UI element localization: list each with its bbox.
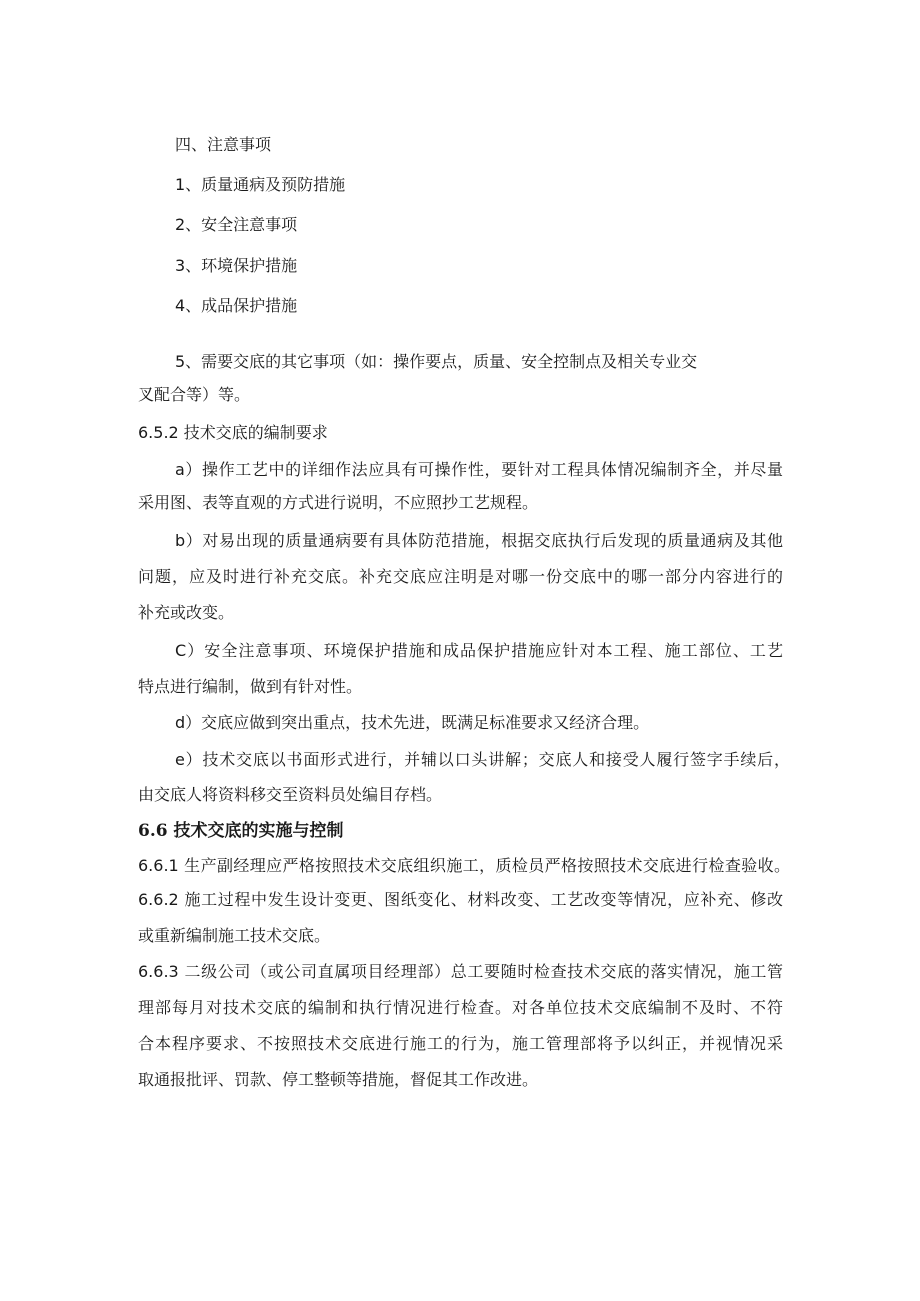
section-662-line-2: 或重新编制施工技术交底。 — [138, 926, 331, 945]
section-4-item-2: 2、安全注意事项 — [175, 215, 298, 234]
item-c-line-2: 特点进行编制，做到有针对性。 — [138, 677, 363, 696]
item-a-line-2: 采用图、表等直观的方式进行说明，不应照抄工艺规程。 — [138, 493, 539, 512]
section-4-item-1: 1、质量通病及预防措施 — [175, 175, 346, 194]
section-4-item-3: 3、环境保护措施 — [175, 256, 298, 275]
item-d-line-1: d）交底应做到突出重点，技术先进，既满足标准要求又经济合理。 — [175, 713, 650, 732]
section-66-heading: 6.6 技术交底的实施与控制 — [138, 821, 344, 841]
item-a-line-1: a）操作工艺中的详细作法应具有可操作性，要针对工程具体情况编制齐全，并尽量 — [175, 460, 783, 479]
section-4-item-5-line-1: 5、需要交底的其它事项（如：操作要点，质量、安全控制点及相关专业交 — [175, 352, 698, 371]
section-4-item-4: 4、成品保护措施 — [175, 296, 298, 315]
section-663-line-1: 6.6.3 二级公司（或公司直属项目经理部）总工要随时检查技术交底的落实情况，施工管 — [138, 962, 783, 981]
section-661-text: 6.6.1 生产副经理应严格按照技术交底组织施工，质检员严格按照技术交底进行检查验收。 — [138, 856, 790, 875]
section-4-item-5-line-2: 叉配合等）等。 — [138, 385, 251, 404]
section-663-line-3: 合本程序要求、不按照技术交底进行施工的行为，施工管理部将予以纠正，并视情况采 — [138, 1034, 783, 1053]
item-b-line-3: 补充或改变。 — [138, 603, 235, 622]
item-e-line-2: 由交底人将资料移交至资料员处编目存档。 — [138, 785, 443, 804]
item-b-line-2: 问题，应及时进行补充交底。补充交底应注明是对哪一份交底中的哪一部分内容进行的 — [138, 567, 783, 586]
section-663-line-2: 理部每月对技术交底的编制和执行情况进行检查。对各单位技术交底编制不及时、不符 — [138, 998, 783, 1017]
section-662-line-1: 6.6.2 施工过程中发生设计变更、图纸变化、材料改变、工艺改变等情况，应补充、修改 — [138, 890, 783, 909]
item-b-line-1: b）对易出现的质量通病要有具体防范措施，根据交底执行后发现的质量通病及其他 — [175, 531, 783, 550]
section-4-heading: 四、注意事项 — [175, 135, 272, 154]
section-652-heading: 6.5.2 技术交底的编制要求 — [138, 423, 328, 442]
item-e-line-1: e）技术交底以书面形式进行，并辅以口头讲解；交底人和接受人履行签字手续后， — [175, 750, 790, 769]
section-663-line-4: 取通报批评、罚款、停工整顿等措施，督促其工作改进。 — [138, 1070, 539, 1089]
item-c-line-1: C）安全注意事项、环境保护措施和成品保护措施应针对本工程、施工部位、工艺 — [175, 641, 783, 660]
